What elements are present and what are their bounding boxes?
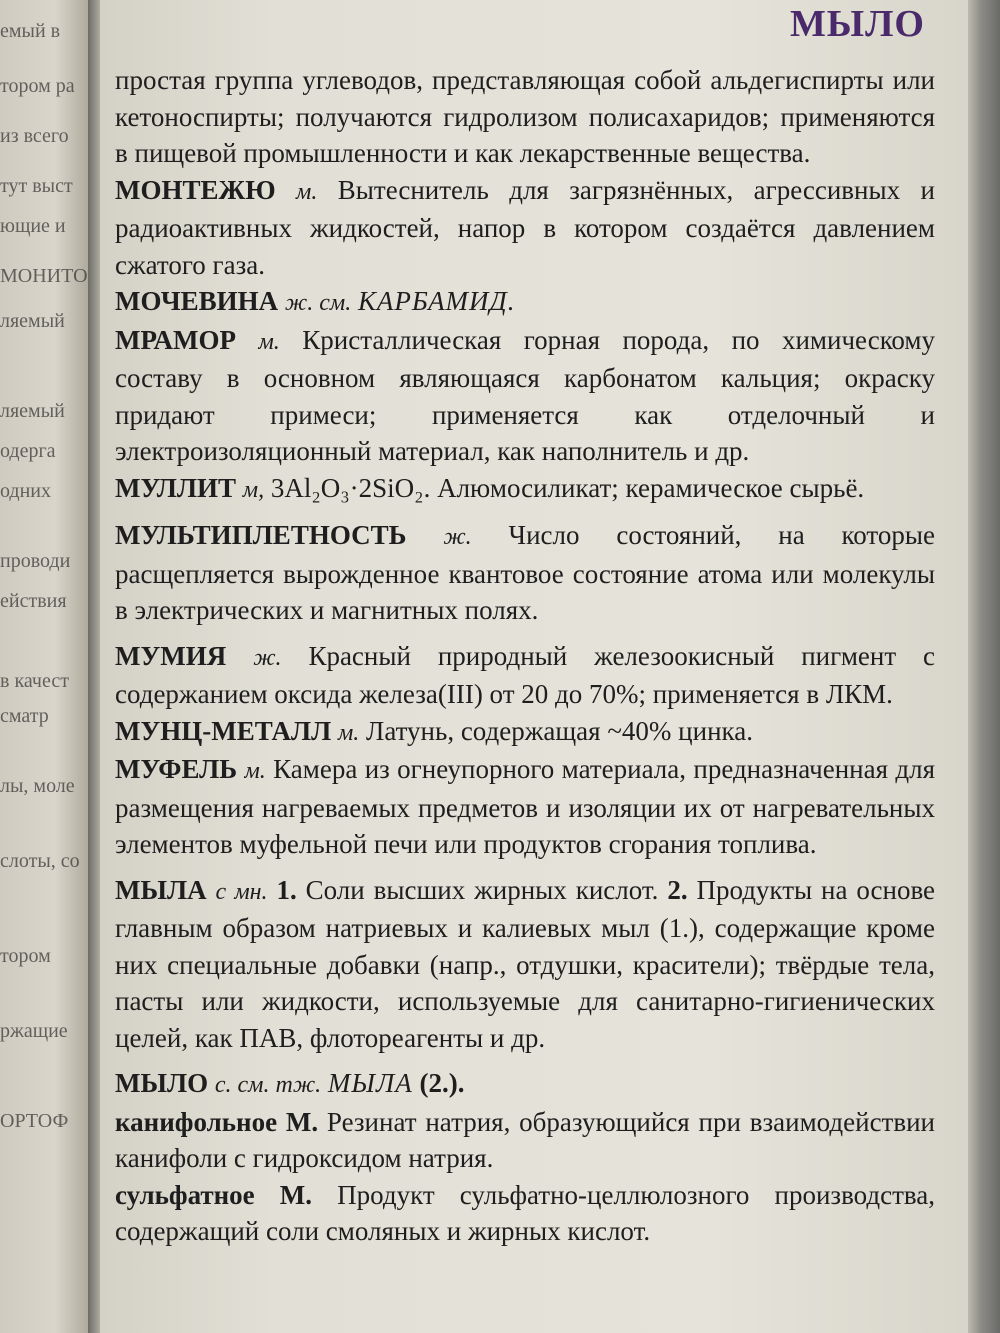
entry-grammar: м. bbox=[337, 719, 360, 746]
entry-headword: МРАМОР bbox=[115, 324, 236, 355]
entry-headword: МУЛЬТИПЛЕТНОСТЬ bbox=[115, 520, 407, 550]
entry-mullit bbox=[115, 470, 935, 509]
entry-text: Число состояний, на которые расщепляется вырожденное квантовое состояние атома или молекулы в электрических и магнитных полях. bbox=[115, 520, 935, 625]
entry-headword: МУНЦ-МЕТАЛЛ bbox=[115, 715, 332, 746]
left-fragment: тут выст bbox=[0, 175, 73, 197]
running-head: МЫЛО bbox=[789, 3, 925, 45]
entry-continuation bbox=[115, 62, 935, 172]
entry-crossref-number: (2.). bbox=[419, 1068, 465, 1098]
entry-grammar: м, bbox=[242, 476, 265, 503]
entry-text: Резинат натрия, образующийся при взаимодействии канифоли с гидроксидом натрия. bbox=[115, 1106, 936, 1173]
left-fragment: одерга bbox=[0, 440, 56, 462]
entry-text: Продукт сульфатно-целлюлозного производства, содержащий соли смоляных и жирных кислот. bbox=[115, 1179, 936, 1246]
entry-sulfatnoe-mylo bbox=[115, 1177, 935, 1250]
entry-crossref: КАРБАМИД. bbox=[357, 286, 516, 316]
entry-kanifolnoe-mylo bbox=[115, 1104, 935, 1177]
left-fragment: емый в bbox=[0, 20, 61, 42]
entry-text: Алюмосиликат; керамическое сырьё. bbox=[437, 472, 865, 503]
entry-headword: МОЧЕВИНА bbox=[115, 286, 279, 316]
left-fragment: ляемый bbox=[0, 400, 65, 422]
entry-mufel bbox=[115, 751, 935, 863]
left-fragment: МОНИТО bbox=[0, 265, 88, 287]
left-fragment: ОРТОФ bbox=[0, 1110, 69, 1132]
entry-headword: МЫЛО bbox=[115, 1068, 209, 1098]
entry-text: Кристаллическая горная порода, по химическому составу в основном являющаяся карбонатом кальция; окраску придают примеси; применяется как отделочный и электроизоляционный материал, как наполнитель и др. bbox=[115, 324, 936, 466]
entry-text: Соли высших жирных кислот. bbox=[305, 874, 659, 905]
entry-mylo bbox=[115, 1065, 935, 1104]
left-fragment: слоты, со bbox=[0, 850, 80, 872]
dictionary-content bbox=[115, 62, 935, 1250]
entry-text: Вытеснитель для загрязнённых, агрессивных и радиоактивных жидкостей, напор в котором создаётся давлением сжатого газа. bbox=[115, 174, 936, 280]
entry-text: Продукты на основе главным образом натриевых и калиевых мыл (1.), содержащие кроме них специальные добавки (напр., отдушки, красители); твёрдые тела, пасты или жидкости, используемые для санитарно-гигиенических целей, как ПАВ, флотореагенты и др. bbox=[115, 874, 936, 1053]
left-fragment: одних bbox=[0, 480, 52, 502]
entry-mumiya bbox=[115, 638, 935, 713]
left-fragment: ействия bbox=[0, 590, 67, 612]
entry-text: Латунь, содержащая ~40% цинка. bbox=[366, 715, 753, 746]
sense-number: 1. bbox=[276, 874, 297, 905]
left-fragment: тором bbox=[0, 945, 51, 967]
entry-grammar: ж. bbox=[443, 524, 472, 550]
right-page bbox=[100, 0, 970, 1333]
entry-text: простая группа углеводов, представляющая собой альдегиспирты или кетоноспирты; получаются гидролизом полисахаридов; применяются в пищевой промышленности и как лекарственные вещества. bbox=[115, 65, 935, 168]
entry-mramor bbox=[115, 322, 935, 470]
sense-number: 2. bbox=[667, 874, 688, 905]
entry-headword: МУЛЛИТ bbox=[115, 472, 236, 503]
left-fragment: ющие и bbox=[0, 215, 66, 237]
left-fragment: сматр bbox=[0, 705, 49, 727]
entry-formula: 3Al₂O₃·2SiO₂. bbox=[270, 472, 431, 503]
left-fragment: в качест bbox=[0, 670, 69, 692]
entry-munts-metall bbox=[115, 713, 935, 752]
left-fragment: из всего bbox=[0, 125, 69, 147]
left-page bbox=[0, 0, 92, 1333]
entry-myla bbox=[115, 872, 935, 1057]
entry-text: Камера из огнеупорного материала, предназначенная для размещения нагреваемых предметов и изоляции их от нагревательных элементов муфельной печи или продуктов сгорания топлива. bbox=[115, 754, 935, 859]
left-fragment: ржащие bbox=[0, 1020, 68, 1042]
entry-montejus bbox=[115, 172, 935, 284]
entry-grammar: м. bbox=[244, 758, 266, 784]
left-fragment: лы, моле bbox=[0, 775, 75, 797]
entry-grammar: с мн. bbox=[215, 878, 268, 905]
entry-grammar: ж. см. bbox=[284, 290, 352, 316]
entry-grammar: м. bbox=[258, 328, 280, 355]
page-edge bbox=[968, 0, 1000, 1333]
entry-text: Красный природный железоокисный пигмент с содержанием оксида железа(III) от 20 до 70%; применяется в ЛКМ. bbox=[115, 640, 936, 709]
left-fragment: тором ра bbox=[0, 75, 75, 97]
entry-headword: сульфатное М. bbox=[115, 1179, 313, 1210]
left-fragment: ляемый bbox=[0, 310, 65, 332]
entry-grammar: с. см. тж. bbox=[214, 1072, 322, 1098]
entry-headword: МОНТЕЖЮ bbox=[115, 174, 276, 205]
entry-crossref: МЫЛА bbox=[327, 1068, 413, 1098]
entry-headword: МЫЛА bbox=[115, 874, 207, 905]
entry-grammar: м. bbox=[296, 178, 318, 205]
left-fragment: проводи bbox=[0, 550, 71, 572]
entry-grammar: ж. bbox=[253, 644, 282, 671]
entry-multipletnost bbox=[115, 517, 935, 629]
entry-mochevina bbox=[115, 283, 935, 322]
entry-headword: канифольное М. bbox=[115, 1106, 319, 1137]
entry-headword: МУМИЯ bbox=[115, 640, 227, 671]
entry-headword: МУФЕЛЬ bbox=[115, 754, 238, 784]
